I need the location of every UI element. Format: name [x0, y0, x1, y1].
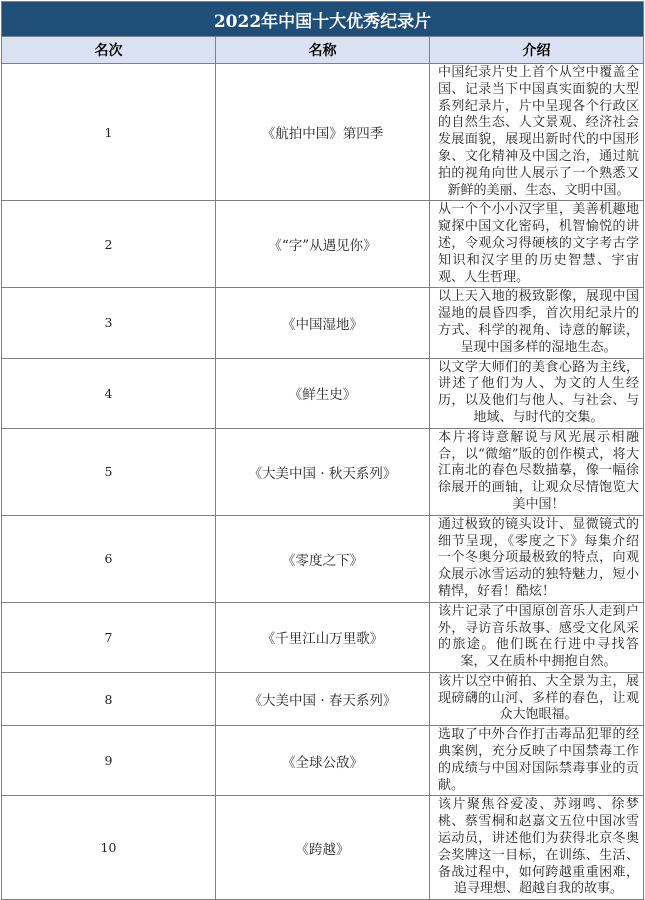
name-cell: 《大美中国 · 秋天系列》	[216, 428, 430, 515]
intro-cell: 以上天入地的极致影像，展现中国湿地的晨昏四季，首次用纪录片的方式、科学的视角、诗意的解读，呈现中国多样的湿地生态。	[430, 288, 644, 358]
documentary-table	[1, 1, 644, 900]
rank-cell: 1	[2, 64, 216, 201]
name-cell: 《大美中国 · 春天系列》	[216, 672, 430, 725]
header-name: 名称	[216, 37, 430, 64]
intro-cell: 通过极致的镜头设计、显微镜式的细节呈现，《零度之下》每集介绍一个冬奥分项最极致的特点，向观众展示冰雪运动的独特魅力，短小精悍，好看！酷炫！	[430, 515, 644, 602]
rank-cell: 2	[2, 201, 216, 288]
intro-cell: 以文学大师们的美食心路为主线，讲述了他们为人、为文的人生经历，以及他们与他人、与社会、与地域、与时代的交集。	[430, 358, 644, 428]
name-cell: 《中国湿地》	[216, 288, 430, 358]
rank-cell: 6	[2, 515, 216, 602]
table-row	[2, 64, 644, 201]
header-intro: 介绍	[430, 37, 644, 64]
intro-cell: 该片聚焦谷爱凌、苏翊鸣、徐梦桃、蔡雪桐和赵嘉文五位中国冰雪运动员，讲述他们为获得北京冬奥会奖牌这一目标，在训练、生活、备战过程中，如何跨越重重困难，追寻理想、超越自我的故事。	[430, 796, 644, 900]
intro-cell: 选取了中外合作打击毒品犯罪的经典案例，充分反映了中国禁毒工作的成绩与中国对国际禁毒事业的贡献。	[430, 726, 644, 796]
intro-cell: 该片以空中俯拍、大全景为主，展现磅礴的山河、多样的春色，让观众大饱眼福。	[430, 672, 644, 725]
name-cell: 《全球公敌》	[216, 726, 430, 796]
table-row	[2, 428, 644, 515]
table-row	[2, 726, 644, 796]
rank-cell: 9	[2, 726, 216, 796]
title-row	[2, 2, 644, 37]
header-row	[2, 37, 644, 64]
name-cell: 《航拍中国》第四季	[216, 64, 430, 201]
table-title: 2022年中国十大优秀纪录片	[2, 2, 644, 37]
intro-cell: 本片将诗意解说与风光展示相融合，以“微缩”版的创作模式，将大江南北的春色尽数描摹，像一幅徐徐展开的画轴，让观众尽情饱览大美中国！	[430, 428, 644, 515]
table-row	[2, 201, 644, 288]
table-row	[2, 796, 644, 900]
documentary-table-container	[1, 1, 644, 897]
table-row	[2, 602, 644, 672]
name-cell: 《千里江山万里歌》	[216, 602, 430, 672]
name-cell: 《“字”从遇见你》	[216, 201, 430, 288]
intro-cell: 该片记录了中国原创音乐人走到户外，寻访音乐故事、感受文化风采的旅途。他们既在行进中寻找答案，又在质朴中拥抱自然。	[430, 602, 644, 672]
rank-cell: 5	[2, 428, 216, 515]
name-cell: 《零度之下》	[216, 515, 430, 602]
rank-cell: 7	[2, 602, 216, 672]
intro-cell: 中国纪录片史上首个从空中覆盖全国、记录当下中国真实面貌的大型系列纪录片，片中呈现各个行政区的自然生态、人文景观、经济社会发展面貌，展现出新时代的中国形象、文化精神及中国之治，通过航拍的视角向世人展示了一个熟悉又新鲜的美丽、生态、文明中国。	[430, 64, 644, 201]
rank-cell: 10	[2, 796, 216, 900]
name-cell: 《鲜生史》	[216, 358, 430, 428]
rank-cell: 8	[2, 672, 216, 725]
table-row	[2, 672, 644, 725]
table-row	[2, 358, 644, 428]
rank-cell: 4	[2, 358, 216, 428]
name-cell: 《跨越》	[216, 796, 430, 900]
header-rank: 名次	[2, 37, 216, 64]
table-row	[2, 515, 644, 602]
intro-cell: 从一个个小小汉字里，美善机趣地窥探中国文化密码，机智愉悦的讲述，令观众习得硬核的文字考古学知识和汉字里的历史智慧、宇宙观、人生哲理。	[430, 201, 644, 288]
table-row	[2, 288, 644, 358]
rank-cell: 3	[2, 288, 216, 358]
